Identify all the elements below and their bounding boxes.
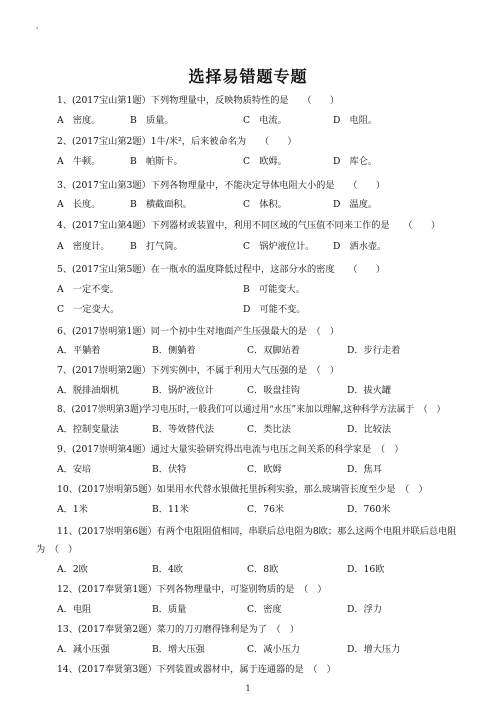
option-c: C 锅炉液位计。 <box>243 241 315 252</box>
question-11-cont: 为 （ ） <box>36 544 78 555</box>
question-4: 4、(2017宝山第4题）下列器材或装置中，利用不同区域的气压值不同来工作的是 （ ） <box>57 220 441 231</box>
option-a: A．安培 <box>57 464 92 475</box>
options-13 <box>57 641 457 655</box>
option-b: B．11米 <box>152 504 189 515</box>
option-a: A．脱排油烟机 <box>57 385 119 396</box>
option-c: C．76米 <box>247 504 285 515</box>
option-b: B．质量 <box>152 604 187 615</box>
option-c: C．吸盘挂钩 <box>247 385 300 396</box>
options-7 <box>57 382 457 396</box>
options-1 <box>57 112 457 126</box>
question-6: 6、(2017崇明第1题）同一个初中生对地面产生压强最大的是 （ ） <box>57 326 340 337</box>
option-c: C．欧姆 <box>247 464 282 475</box>
option-c: C 体积。 <box>243 199 287 210</box>
option-d: D．拔火罐 <box>347 385 392 396</box>
question-8: 8、(2017崇明第3题)学习电压时,一般我们可以通过用“水压”来加以理解,这种科学方法属于 （ ） <box>57 405 446 415</box>
option-b: B．伏特 <box>152 464 187 475</box>
option-a: A．1米 <box>57 504 88 515</box>
option-d: D．16欧 <box>347 564 385 575</box>
question-7: 7、(2017崇明第2题）下列实例中，不属于利用大气压强的是 （ ） <box>57 365 340 376</box>
question-5: 5、(2017宝山第5题）在一瓶水的温度降低过程中，这部分水的密度 （ ） <box>57 264 386 275</box>
option-d: D．比较法 <box>347 424 392 435</box>
options-6 <box>57 342 457 356</box>
options-10 <box>57 501 457 515</box>
option-a: A．平躺着 <box>57 345 101 356</box>
question-3: 3、(2017宝山第3题）下列各物理量中，不能决定导体电阻大小的是 （ ） <box>57 180 386 191</box>
question-12: 12、(2017奉贤第1题）下列各物理量中，可鉴别物质的是 （ ） <box>57 584 327 595</box>
option-b: B．增大压强 <box>152 644 205 655</box>
option-a: A 密度计。 <box>57 241 110 252</box>
option-b: B 可能变大。 <box>243 284 305 295</box>
option-a: A．2欧 <box>57 564 88 575</box>
option-d: D 洒水壶。 <box>333 241 387 252</box>
question-14: 14、(2017奉贤第3题）下列装置或器材中，属于连通器的是 （ ） <box>57 664 336 675</box>
option-b: B 横截面积。 <box>130 199 192 210</box>
option-b: B．侧躺着 <box>152 345 196 356</box>
options-2 <box>57 153 457 167</box>
options-9 <box>57 461 457 475</box>
option-b: B．4欧 <box>152 564 183 575</box>
option-a: A 密度。 <box>57 115 101 126</box>
page-number: 1 <box>245 684 251 693</box>
options-12 <box>57 601 457 615</box>
option-d: D．步行走着 <box>347 345 401 356</box>
option-d: D．浮力 <box>347 604 382 615</box>
option-d: D．760米 <box>347 504 391 515</box>
option-d: D 电阻。 <box>333 115 378 126</box>
question-1: 1、(2017宝山第1题）下列物理量中，反映物质特性的是 （ ） <box>57 95 340 106</box>
option-d: D 温度。 <box>333 199 378 210</box>
question-10: 10、(2017崇明第5题）如果用水代替水银做托里拆利实验，那么玻璃管长度至少是 （ ） <box>57 484 428 495</box>
question-9: 9、(2017崇明第4题）通过大量实验研究得出电流与电压之间关系的科学家是 （ ） <box>57 444 404 455</box>
header-mark: ' <box>36 26 39 35</box>
option-b: B 质量。 <box>130 115 174 126</box>
option-c: C．减小压力 <box>247 644 300 655</box>
option-a: A．电阻 <box>57 604 92 615</box>
question-11: 11、(2017崇明第6题）有两个电阻阻值相同，串联后总电阻为8欧；那么这两个电阻并联后总电阻 <box>57 526 457 537</box>
options-4 <box>57 238 457 252</box>
option-b: B 打气筒。 <box>130 241 183 252</box>
option-a: A．减小压强 <box>57 644 110 655</box>
option-d: D 库仑。 <box>333 156 378 167</box>
option-d: D．焦耳 <box>347 464 382 475</box>
option-c: C．8欧 <box>247 564 279 575</box>
options-8 <box>57 421 457 435</box>
option-d: D．增大压力 <box>347 644 401 655</box>
options-5b <box>57 301 457 315</box>
option-d: D 可能不变。 <box>243 304 306 315</box>
option-c: C 欧姆。 <box>243 156 287 167</box>
option-a: A．控制变量法 <box>57 424 119 435</box>
option-c: C 一定变大。 <box>57 304 120 315</box>
question-13: 13、(2017奉贤第2题）菜刀的刀刃磨得锋利是为了 （ ） <box>57 624 300 635</box>
option-c: C．密度 <box>247 604 282 615</box>
option-a: A 牛顿。 <box>57 156 101 167</box>
question-2: 2、(2017宝山第2题）1牛/米²，后来被命名为 （ ） <box>57 136 297 147</box>
options-3 <box>57 196 457 210</box>
option-b: B 帕斯卡。 <box>130 156 183 167</box>
page-title: 选择易错题专题 <box>188 67 308 86</box>
option-c: C．类比法 <box>247 424 291 435</box>
option-b: B．锅炉液位计 <box>152 385 214 396</box>
options-5a <box>57 281 457 295</box>
option-c: C．双脚站着 <box>247 345 300 356</box>
option-b: B．等效替代法 <box>152 424 214 435</box>
option-a: A 长度。 <box>57 199 101 210</box>
options-11 <box>57 561 457 575</box>
option-c: C 电流。 <box>243 115 287 126</box>
option-a: A 一定不变。 <box>57 284 119 295</box>
